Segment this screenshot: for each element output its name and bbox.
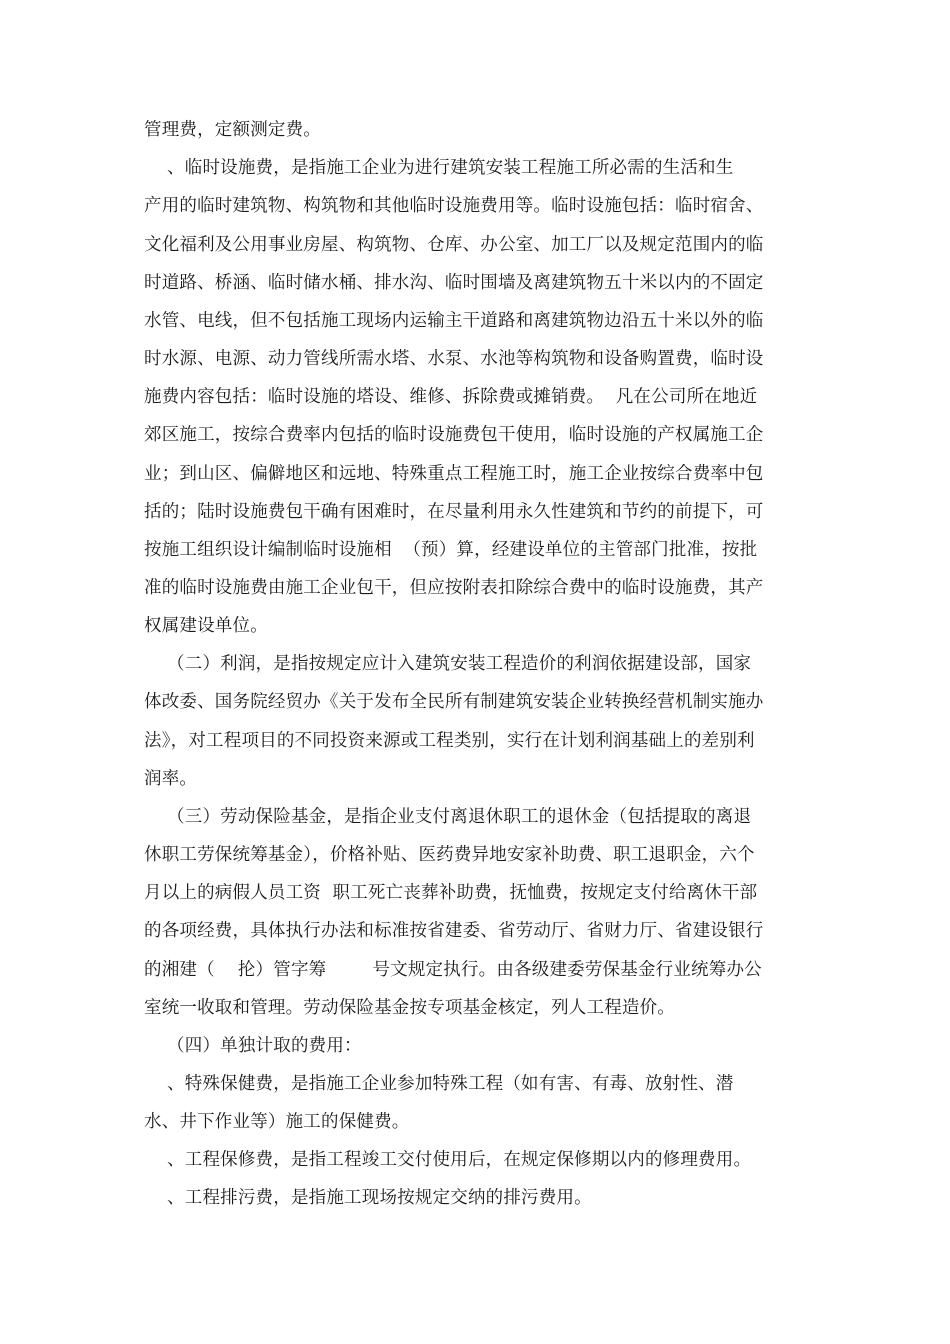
text-line: 水管、电线，但不包括施工现场内运输主干道路和离建筑物边沿五十米以外的临 xyxy=(144,311,764,331)
text-line: 月以上的病假人员工资 职工死亡丧葬补助费，抚恤费，按规定支付给离休干部 xyxy=(144,883,758,903)
text-line: 时道路、桥涵、临时储水桶、排水沟、临时围墙及离建筑物五十米以内的不固定 xyxy=(144,273,764,293)
text-line: 按施工组织设计编制临时设施相 （预）算，经建设单位的主管部门批准，按批 xyxy=(144,540,758,560)
text-line: 的各项经费，具体执行办法和标准按省建委、省劳动厅、省财力厅、省建设银行 xyxy=(144,921,764,941)
text-line: 括的；陆时设施费包干确有困难时，在尽量利用永久性建筑和节约的前提下，可 xyxy=(144,502,764,522)
text-line: 、工程排污费，是指施工现场按规定交纳的排污费用。 xyxy=(144,1188,592,1208)
text-line: 时水源、电源、动力管线所需水塔、水泵、水池等构筑物和设备购置费，临时设 xyxy=(144,349,764,369)
text-line: （二）利润，是指按规定应计入建筑安装工程造价的利润依据建设部，国家 xyxy=(144,654,752,674)
text-line: 权属建设单位。 xyxy=(144,616,268,636)
text-line: 体改委、国务院经贸办《关于发布全民所有制建筑安装企业转换经营机制实施办 xyxy=(144,692,764,712)
text-line: 润率。 xyxy=(144,769,198,789)
text-line: 水、井下作业等）施工的保健费。 xyxy=(144,1112,410,1132)
text-line: 产用的临时建筑物、构筑物和其他临时设施费用等。临时设施包括：临时宿舍、 xyxy=(144,196,764,216)
text-line: （三）劳动保险基金，是指企业支付离退休职工的退休金（包括提取的离退 xyxy=(144,807,752,827)
text-line: 郊区施工，按综合费率内包括的临时设施费包干使用，临时设施的产权属施工企 xyxy=(144,425,764,445)
text-line: 、特殊保健费，是指施工企业参加特殊工程（如有害、有毒、放射性、潜 xyxy=(144,1074,734,1094)
text-line: 、临时设施费，是指施工企业为进行建筑安装工程施工所必需的生活和生 xyxy=(144,158,734,178)
text-line: 业；到山区、偏僻地区和远地、特殊重点工程施工时，施工企业按综合费率中包 xyxy=(144,464,764,484)
text-line: 文化福利及公用事业房屋、构筑物、仓库、办公室、加工厂以及规定范围内的临 xyxy=(144,235,764,255)
text-line: 室统一收取和管理。劳动保险基金按专项基金核定，列人工程造价。 xyxy=(144,998,675,1018)
text-line: 管理费，定额测定费。 xyxy=(144,120,321,140)
text-line: 施费内容包括：临时设施的塔设、维修、拆除费或摊销费。 凡在公司所在地近 xyxy=(144,387,758,407)
text-line: 、工程保修费，是指工程竣工交付使用后，在规定保修期以内的修理费用。 xyxy=(144,1150,752,1170)
text-line: 的湘建（ 抡）管字筹 号文规定执行。由各级建委劳保基金行业统筹办公 xyxy=(144,960,762,980)
text-line: （四）单独计取的费用： xyxy=(144,1036,362,1056)
text-line: 休职工劳保统筹基金），价格补贴、医药费异地安家补助费、职工退职金，六个 xyxy=(144,845,755,865)
text-line: 法》，对工程项目的不同投资来源或工程类别，实行在计划利润基础上的差别利 xyxy=(144,731,755,751)
text-line: 准的临时设施费由施工企业包干，但应按附表扣除综合费中的临时设施费，其产 xyxy=(144,578,764,598)
